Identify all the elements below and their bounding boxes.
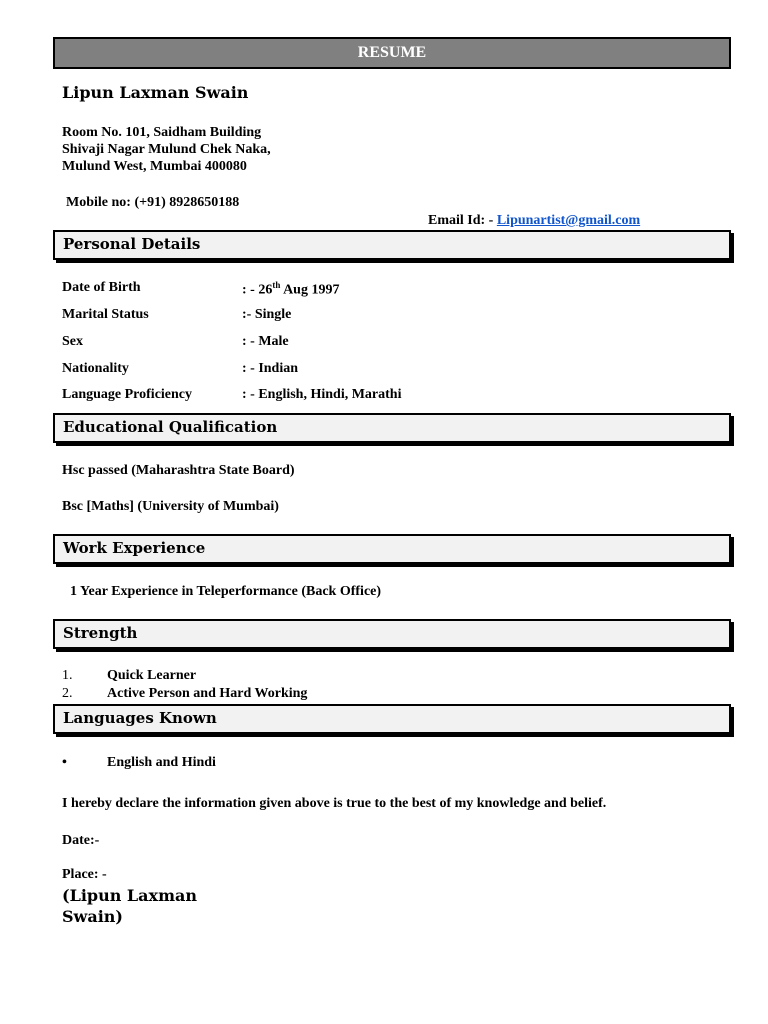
- marital-label: Marital Status: [62, 307, 149, 322]
- address-line-1: Room No. 101, Saidham Building: [62, 125, 262, 140]
- section-title: Languages Known: [63, 709, 217, 727]
- education-item-bsc: Bsc [Maths] (University of Mumbai): [62, 499, 279, 514]
- section-title: Strength: [63, 624, 138, 642]
- date-label: Date:-: [62, 833, 100, 848]
- language-proficiency-value: : - English, Hindi, Marathi: [242, 387, 402, 402]
- languages-item: English and Hindi: [107, 755, 216, 770]
- dob-month-year: Aug 1997: [280, 282, 340, 298]
- marital-value: :- Single: [242, 307, 292, 322]
- candidate-name: Lipun Laxman Swain: [62, 83, 249, 102]
- signature-block: [62, 885, 197, 927]
- bullet-icon: •: [62, 755, 67, 770]
- section-title: Educational Qualification: [63, 418, 278, 436]
- section-personal-details: [53, 230, 731, 260]
- strength-number-1: 1.: [62, 668, 73, 683]
- place-label: Place: -: [62, 867, 107, 882]
- declaration: I hereby declare the information given above is true to the best of my knowledge and belief.: [62, 796, 607, 811]
- address-line-3: Mulund West, Mumbai 400080: [62, 159, 247, 174]
- strength-item-2: Active Person and Hard Working: [107, 686, 308, 701]
- email-label: Email Id: -: [428, 213, 494, 228]
- resume-title: RESUME: [53, 37, 731, 69]
- dob-value: [242, 280, 339, 299]
- address-block: [62, 124, 271, 175]
- section-work-experience: [53, 534, 731, 564]
- sex-label: Sex: [62, 334, 83, 349]
- nationality-label: Nationality: [62, 361, 129, 376]
- mobile-number: Mobile no: (+91) 8928650188: [66, 195, 240, 210]
- nationality-value: : - Indian: [242, 361, 299, 376]
- address-line-2: Shivaji Nagar Mulund Chek Naka,: [62, 142, 271, 157]
- dob-day: : - 26: [242, 282, 273, 298]
- strength-number-2: 2.: [62, 686, 73, 701]
- dob-suffix: th: [272, 280, 281, 290]
- work-experience-item: 1 Year Experience in Teleperformance (Back Office): [70, 584, 382, 599]
- email-link[interactable]: Lipunartist@gmail.com: [496, 213, 641, 228]
- education-item-hsc: Hsc passed (Maharashtra State Board): [62, 463, 295, 478]
- section-title: Work Experience: [63, 539, 206, 557]
- language-proficiency-label: Language Proficiency: [62, 387, 193, 402]
- email-line: [428, 213, 640, 229]
- section-title: Personal Details: [63, 235, 201, 253]
- signature-line-2: Swain): [62, 907, 123, 926]
- dob-label: Date of Birth: [62, 280, 141, 295]
- sex-value: : - Male: [242, 334, 289, 349]
- section-strength: [53, 619, 731, 649]
- section-educational-qualification: [53, 413, 731, 443]
- section-languages-known: [53, 704, 731, 734]
- signature-line-1: (Lipun Laxman: [62, 886, 198, 905]
- strength-item-1: Quick Learner: [107, 668, 197, 683]
